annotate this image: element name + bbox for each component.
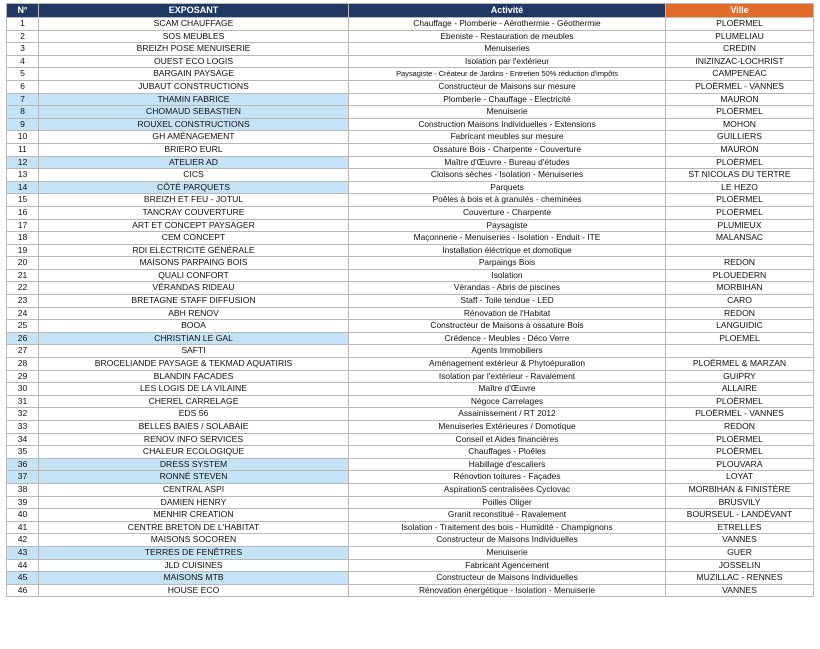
activite-cell: Isolation bbox=[349, 269, 666, 282]
table-row bbox=[7, 206, 814, 219]
activite-cell: Habillage d'escaliers bbox=[349, 458, 666, 471]
row-number: 38 bbox=[7, 483, 39, 496]
row-number: 24 bbox=[7, 307, 39, 320]
ville-cell: PLOËRMEL bbox=[666, 106, 814, 119]
header-num: N° bbox=[7, 4, 39, 18]
activite-cell: Maître d'Œuvre bbox=[349, 383, 666, 396]
ville-cell: MORBIHAN & FINISTÈRE bbox=[666, 483, 814, 496]
activite-cell: Couverture - Charpente bbox=[349, 206, 666, 219]
ville-cell: MAURON bbox=[666, 93, 814, 106]
exposant-cell: RONNÉ STEVEN bbox=[39, 471, 349, 484]
row-number: 31 bbox=[7, 395, 39, 408]
activite-cell: Parquets bbox=[349, 181, 666, 194]
activite-cell: Isolation par l'extérieur - Ravalement bbox=[349, 370, 666, 383]
table-row bbox=[7, 232, 814, 245]
activite-cell: Cloisons sèches - Isolation - Menuiseries bbox=[349, 169, 666, 182]
activite-cell: Poilles Oliger bbox=[349, 496, 666, 509]
table-row bbox=[7, 43, 814, 56]
activite-cell: Négoce Carrelages bbox=[349, 395, 666, 408]
activite-cell: Agents Immobiliers bbox=[349, 345, 666, 358]
activite-cell: Vérandas - Abris de piscines bbox=[349, 282, 666, 295]
row-number: 34 bbox=[7, 433, 39, 446]
activite-cell: Conseil et Aides financières bbox=[349, 433, 666, 446]
table-row bbox=[7, 68, 814, 81]
table-row bbox=[7, 358, 814, 371]
table-row bbox=[7, 307, 814, 320]
row-number: 28 bbox=[7, 358, 39, 371]
activite-cell: Constructeur de Maisons Individuelles bbox=[349, 534, 666, 547]
ville-cell: PLOËRMEL bbox=[666, 194, 814, 207]
exposant-cell: OUEST ECO LOGIS bbox=[39, 55, 349, 68]
table-row bbox=[7, 421, 814, 434]
activite-cell: Chauffage - Plomberie - Aérothermie - Géothermie bbox=[349, 18, 666, 31]
activite-cell: Granit reconstitué - Ravalement bbox=[349, 509, 666, 522]
ville-cell: CAMPENEAC bbox=[666, 68, 814, 81]
exposant-cell: BELLES BAIES / SOLABAIE bbox=[39, 421, 349, 434]
activite-cell: Plomberie - Chauffage - Electricité bbox=[349, 93, 666, 106]
table-row bbox=[7, 534, 814, 547]
row-number: 30 bbox=[7, 383, 39, 396]
activite-cell: Isolation par l'extérieur bbox=[349, 55, 666, 68]
activite-cell: Isolation - Traitement des bois - Humidité - Champignons bbox=[349, 521, 666, 534]
table-row bbox=[7, 93, 814, 106]
table-row bbox=[7, 269, 814, 282]
table-row bbox=[7, 194, 814, 207]
row-number: 40 bbox=[7, 509, 39, 522]
activite-cell: Rénovtion toitures - Façades bbox=[349, 471, 666, 484]
header-activite: Activité bbox=[349, 4, 666, 18]
ville-cell: VANNES bbox=[666, 534, 814, 547]
row-number: 6 bbox=[7, 80, 39, 93]
exposant-cell: BRIERO EURL bbox=[39, 143, 349, 156]
ville-cell: BRUSVILY bbox=[666, 496, 814, 509]
ville-cell: LANGUIDIC bbox=[666, 320, 814, 333]
ville-cell: PLOËRMEL bbox=[666, 206, 814, 219]
exposant-cell: QUALI CONFORT bbox=[39, 269, 349, 282]
exposant-cell: VÉRANDAS RIDEAU bbox=[39, 282, 349, 295]
row-number: 42 bbox=[7, 534, 39, 547]
exposant-cell: GH AMÉNAGEMENT bbox=[39, 131, 349, 144]
table-row bbox=[7, 55, 814, 68]
table-row bbox=[7, 106, 814, 119]
table-row bbox=[7, 509, 814, 522]
exposant-cell: CHRISTIAN LE GAL bbox=[39, 332, 349, 345]
exposant-cell: SAFTI bbox=[39, 345, 349, 358]
row-number: 37 bbox=[7, 471, 39, 484]
row-number: 26 bbox=[7, 332, 39, 345]
row-number: 32 bbox=[7, 408, 39, 421]
row-number: 4 bbox=[7, 55, 39, 68]
table-row bbox=[7, 559, 814, 572]
exposant-cell: BREIZH POSE MENUISERIE bbox=[39, 43, 349, 56]
table-row bbox=[7, 370, 814, 383]
activite-cell: Rénovation énergétique - Isolation - Menuiserie bbox=[349, 584, 666, 597]
activite-cell: Menuiseries bbox=[349, 43, 666, 56]
activite-cell: AspirationS centralisées Cyclovac bbox=[349, 483, 666, 496]
ville-cell: PLUMIEUX bbox=[666, 219, 814, 232]
exposant-cell: CHALEUR ECOLOGIQUE bbox=[39, 446, 349, 459]
table-row bbox=[7, 345, 814, 358]
exposant-cell: JUBAUT CONSTRUCTIONS bbox=[39, 80, 349, 93]
exposant-cell: CHOMAUD SEBASTIEN bbox=[39, 106, 349, 119]
activite-cell: Aménagement extérieur & Phytoépuration bbox=[349, 358, 666, 371]
row-number: 36 bbox=[7, 458, 39, 471]
table-row bbox=[7, 471, 814, 484]
row-number: 13 bbox=[7, 169, 39, 182]
row-number: 21 bbox=[7, 269, 39, 282]
row-number: 1 bbox=[7, 18, 39, 31]
table-row bbox=[7, 131, 814, 144]
activite-cell: Construction Maisons Individuelles - Extensions bbox=[349, 118, 666, 131]
table-row bbox=[7, 521, 814, 534]
table-row bbox=[7, 433, 814, 446]
activite-cell: Rénovation de l'Habitat bbox=[349, 307, 666, 320]
exposant-cell: HOUSE ECO bbox=[39, 584, 349, 597]
table-row bbox=[7, 332, 814, 345]
table-row bbox=[7, 80, 814, 93]
table-row bbox=[7, 219, 814, 232]
ville-cell: PLOUVARA bbox=[666, 458, 814, 471]
ville-cell: PLOËRMEL bbox=[666, 446, 814, 459]
table-row bbox=[7, 446, 814, 459]
row-number: 9 bbox=[7, 118, 39, 131]
ville-cell: CARO bbox=[666, 295, 814, 308]
ville-cell: PLOËRMEL & MARZAN bbox=[666, 358, 814, 371]
ville-cell: PLOËRMEL - VANNES bbox=[666, 408, 814, 421]
exposant-cell: JLD CUISINES bbox=[39, 559, 349, 572]
table-row bbox=[7, 143, 814, 156]
header-ville: Ville bbox=[666, 4, 814, 18]
table-row bbox=[7, 458, 814, 471]
table-row bbox=[7, 282, 814, 295]
activite-cell: Maître d'Œuvre - Bureau d'études bbox=[349, 156, 666, 169]
exposant-cell: MAISONS PARPAING BOIS bbox=[39, 257, 349, 270]
ville-cell: CREDIN bbox=[666, 43, 814, 56]
exposant-cell: MENHIR CREATION bbox=[39, 509, 349, 522]
activite-cell: Paysagiste bbox=[349, 219, 666, 232]
ville-cell: REDON bbox=[666, 421, 814, 434]
exposant-cell: BREIZH ET FEU - JOTUL bbox=[39, 194, 349, 207]
table-row bbox=[7, 181, 814, 194]
ville-cell: ETRELLES bbox=[666, 521, 814, 534]
activite-cell: Poêles à bois et à granulés - cheminées bbox=[349, 194, 666, 207]
ville-cell: PLOUEDERN bbox=[666, 269, 814, 282]
table-row bbox=[7, 546, 814, 559]
table-row bbox=[7, 18, 814, 31]
table-row bbox=[7, 118, 814, 131]
row-number: 14 bbox=[7, 181, 39, 194]
ville-cell: PLOËRMEL bbox=[666, 395, 814, 408]
activite-cell: Crédence - Meubles - Déco Verre bbox=[349, 332, 666, 345]
activite-cell: Chauffages - Ploêles bbox=[349, 446, 666, 459]
ville-cell: VANNES bbox=[666, 584, 814, 597]
row-number: 11 bbox=[7, 143, 39, 156]
exposant-cell: MAISONS MTB bbox=[39, 572, 349, 585]
table-row bbox=[7, 30, 814, 43]
row-number: 35 bbox=[7, 446, 39, 459]
exposant-cell: SOS MEUBLES bbox=[39, 30, 349, 43]
activite-cell: Ossature Bois - Charpente - Couverture bbox=[349, 143, 666, 156]
row-number: 39 bbox=[7, 496, 39, 509]
row-number: 43 bbox=[7, 546, 39, 559]
exposant-cell: DAMIEN HENRY bbox=[39, 496, 349, 509]
row-number: 46 bbox=[7, 584, 39, 597]
activite-cell: Menuiserie bbox=[349, 106, 666, 119]
table-row bbox=[7, 572, 814, 585]
table-row bbox=[7, 169, 814, 182]
exposant-cell: ABH RENOV bbox=[39, 307, 349, 320]
activite-cell: Parpaings Bois bbox=[349, 257, 666, 270]
exposant-cell: CÔTÉ PARQUETS bbox=[39, 181, 349, 194]
row-number: 7 bbox=[7, 93, 39, 106]
ville-cell: GUIPRY bbox=[666, 370, 814, 383]
row-number: 2 bbox=[7, 30, 39, 43]
activite-cell: Constructeur de Maisons à ossature Bois bbox=[349, 320, 666, 333]
table-body bbox=[7, 18, 814, 597]
exposant-cell: MAISONS SOCOREN bbox=[39, 534, 349, 547]
ville-cell: REDON bbox=[666, 257, 814, 270]
exposant-cell: ATELIER AD bbox=[39, 156, 349, 169]
table-row bbox=[7, 584, 814, 597]
exposant-cell: RDI ELECTRICITÉ GÉNÉRALE bbox=[39, 244, 349, 257]
ville-cell: MORBIHAN bbox=[666, 282, 814, 295]
row-number: 5 bbox=[7, 68, 39, 81]
table-row bbox=[7, 156, 814, 169]
row-number: 27 bbox=[7, 345, 39, 358]
ville-cell: MALANSAC bbox=[666, 232, 814, 245]
exposant-cell: BLANDIN FACADES bbox=[39, 370, 349, 383]
row-number: 19 bbox=[7, 244, 39, 257]
activite-cell: Constructeur de Maisons Individuelles bbox=[349, 572, 666, 585]
ville-cell: ALLAIRE bbox=[666, 383, 814, 396]
exposant-cell: ART ET CONCEPT PAYSAGER bbox=[39, 219, 349, 232]
row-number: 18 bbox=[7, 232, 39, 245]
ville-cell: ST NICOLAS DU TERTRE bbox=[666, 169, 814, 182]
table-row bbox=[7, 408, 814, 421]
ville-cell: LOYAT bbox=[666, 471, 814, 484]
ville-cell: MUZILLAC - RENNES bbox=[666, 572, 814, 585]
ville-cell: MAURON bbox=[666, 143, 814, 156]
exposant-cell: CENTRAL ASPI bbox=[39, 483, 349, 496]
exposant-cell: BRETAGNE STAFF DIFFUSION bbox=[39, 295, 349, 308]
activite-cell: Installation éléctrique et domotique bbox=[349, 244, 666, 257]
activite-cell: Fabricant meubles sur mesure bbox=[349, 131, 666, 144]
table-row bbox=[7, 496, 814, 509]
header-row bbox=[7, 4, 814, 18]
ville-cell: PLOËRMEL bbox=[666, 433, 814, 446]
ville-cell: INIZINZAC-LOCHRIST bbox=[666, 55, 814, 68]
activite-cell: Maçonnerie - Menuiseries - Isolation - Enduit - ITE bbox=[349, 232, 666, 245]
exposant-cell: CENTRE BRETON DE L'HABITAT bbox=[39, 521, 349, 534]
exposant-cell: BROCELIANDE PAYSAGE & TEKMAD AQUATIRIS bbox=[39, 358, 349, 371]
activite-cell: Menuiserie bbox=[349, 546, 666, 559]
ville-cell: BOURSEUL - LANDÉVANT bbox=[666, 509, 814, 522]
row-number: 44 bbox=[7, 559, 39, 572]
row-number: 23 bbox=[7, 295, 39, 308]
row-number: 45 bbox=[7, 572, 39, 585]
activite-cell: Staff - Toile tendue - LED bbox=[349, 295, 666, 308]
exposant-cell: LES LOGIS DE LA VILAINE bbox=[39, 383, 349, 396]
exposant-cell: TERRES DE FENÊTRES bbox=[39, 546, 349, 559]
ville-cell: GUILLIERS bbox=[666, 131, 814, 144]
exposant-cell: CICS bbox=[39, 169, 349, 182]
exposant-cell: CHEREL CARRELAGE bbox=[39, 395, 349, 408]
table-row bbox=[7, 295, 814, 308]
ville-cell: LE HEZO bbox=[666, 181, 814, 194]
table-row bbox=[7, 483, 814, 496]
activite-cell: Fabricant Agencement bbox=[349, 559, 666, 572]
row-number: 12 bbox=[7, 156, 39, 169]
exposant-cell: DRESS SYSTEM bbox=[39, 458, 349, 471]
exposant-cell: EDS 56 bbox=[39, 408, 349, 421]
ville-cell: REDON bbox=[666, 307, 814, 320]
ville-cell: PLOËRMEL - VANNES bbox=[666, 80, 814, 93]
exposant-cell: ROUXEL CONSTRUCTIONS bbox=[39, 118, 349, 131]
table-row bbox=[7, 395, 814, 408]
activite-cell: Constructeur de Maisons sur mesure bbox=[349, 80, 666, 93]
row-number: 20 bbox=[7, 257, 39, 270]
ville-cell bbox=[666, 244, 814, 257]
row-number: 41 bbox=[7, 521, 39, 534]
ville-cell: PLOËRMEL bbox=[666, 18, 814, 31]
table-row bbox=[7, 383, 814, 396]
ville-cell: MOHON bbox=[666, 118, 814, 131]
exposant-cell: THAMIN FABRICE bbox=[39, 93, 349, 106]
table-row bbox=[7, 244, 814, 257]
ville-cell: PLOEMEL bbox=[666, 332, 814, 345]
row-number: 16 bbox=[7, 206, 39, 219]
table-row bbox=[7, 257, 814, 270]
row-number: 15 bbox=[7, 194, 39, 207]
exhibitor-table bbox=[6, 3, 814, 597]
row-number: 10 bbox=[7, 131, 39, 144]
exposant-cell: RENOV INFO SERVICES bbox=[39, 433, 349, 446]
table-row bbox=[7, 320, 814, 333]
row-number: 29 bbox=[7, 370, 39, 383]
ville-cell: PLOËRMEL bbox=[666, 156, 814, 169]
activite-cell: Ebeniste - Restauration de meubles bbox=[349, 30, 666, 43]
activite-cell: Menuiseries Extérieures / Domotique bbox=[349, 421, 666, 434]
exposant-cell: BARGAIN PAYSAGE bbox=[39, 68, 349, 81]
exposant-cell: SCAM CHAUFFAGE bbox=[39, 18, 349, 31]
activite-cell: Assainissement / RT 2012 bbox=[349, 408, 666, 421]
row-number: 22 bbox=[7, 282, 39, 295]
row-number: 17 bbox=[7, 219, 39, 232]
header-exposant: EXPOSANT bbox=[39, 4, 349, 18]
exposant-cell: BOOA bbox=[39, 320, 349, 333]
ville-cell: GUER bbox=[666, 546, 814, 559]
exposant-cell: TANCRAY COUVERTURE bbox=[39, 206, 349, 219]
row-number: 25 bbox=[7, 320, 39, 333]
table-header bbox=[7, 4, 814, 18]
ville-cell bbox=[666, 345, 814, 358]
row-number: 8 bbox=[7, 106, 39, 119]
activite-cell: Paysagiste - Créateur de Jardins - Entretien 50% réduction d'impôts bbox=[349, 68, 666, 81]
ville-cell: PLUMELIAU bbox=[666, 30, 814, 43]
row-number: 33 bbox=[7, 421, 39, 434]
exposant-cell: CEM CONCEPT bbox=[39, 232, 349, 245]
ville-cell: JOSSELIN bbox=[666, 559, 814, 572]
row-number: 3 bbox=[7, 43, 39, 56]
